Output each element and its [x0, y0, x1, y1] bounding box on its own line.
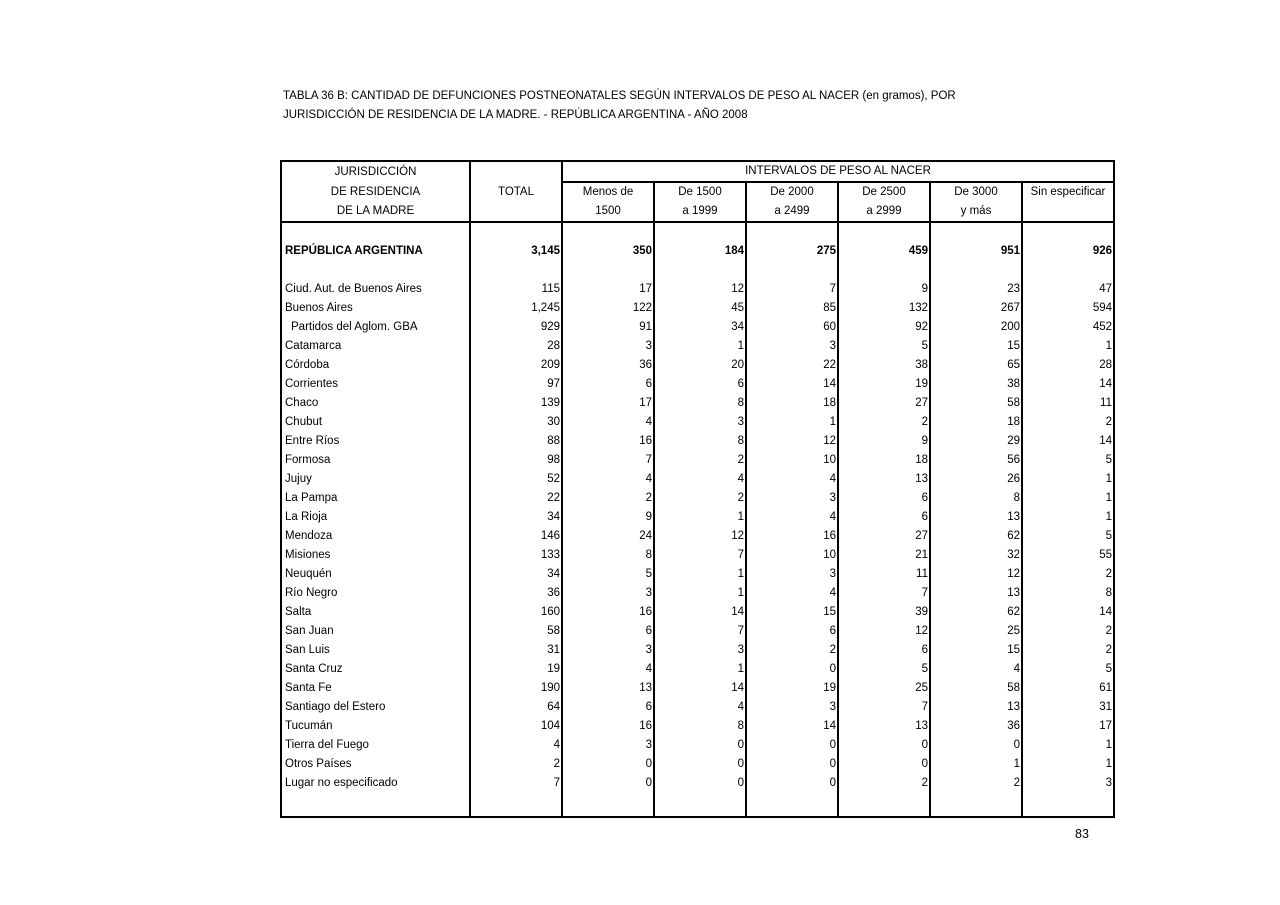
- summary-col-3: 275: [746, 242, 838, 261]
- cell-de-2000: 16: [746, 527, 838, 546]
- summary-row: [281, 242, 1114, 261]
- cell-de-2000: 14: [746, 375, 838, 394]
- cell-de-3000: 58: [930, 394, 1022, 413]
- cell-de-3000: 36: [930, 717, 1022, 736]
- cell-de-1500: 34: [654, 318, 746, 337]
- cell-de-2000: 10: [746, 451, 838, 470]
- cell-de-3000: 15: [930, 641, 1022, 660]
- cell-jurisdiccion: Catamarca: [281, 337, 470, 356]
- cell-de-2500: 6: [838, 508, 930, 527]
- table-row: [281, 660, 1114, 679]
- header-col-5-sub: y más: [930, 202, 1022, 222]
- cell-de-3000: 13: [930, 584, 1022, 603]
- cell-de-1500: 4: [654, 470, 746, 489]
- header-jurisdiccion: JURISDICCIÓN: [281, 161, 470, 182]
- cell-de-2000: 3: [746, 565, 838, 584]
- summary-col-6: 926: [1092, 245, 1112, 257]
- cell-de-2000: 1: [746, 413, 838, 432]
- cell-de-1500: 3: [654, 413, 746, 432]
- table-row: [281, 603, 1114, 622]
- cell-de-3000: 2: [930, 774, 1022, 793]
- cell-de-2000: 0: [746, 660, 838, 679]
- table-row: [281, 318, 1114, 337]
- cell-de-1500: 14: [654, 679, 746, 698]
- cell-de-1500: 2: [654, 489, 746, 508]
- cell-total: 190: [470, 679, 562, 698]
- cell-menos-1500: 91: [562, 318, 654, 337]
- header-col-1-sub: 1500: [562, 202, 654, 222]
- cell-menos-1500: 0: [562, 774, 654, 793]
- table-row: [281, 736, 1114, 755]
- cell-de-2500: 9: [838, 432, 930, 451]
- cell-sin-especificar: 14: [1099, 606, 1112, 618]
- cell-de-1500: 8: [654, 394, 746, 413]
- table-row: [281, 641, 1114, 660]
- cell-sin-especificar: 1: [1105, 473, 1112, 485]
- cell-menos-1500: 16: [562, 717, 654, 736]
- cell-de-2000: 4: [746, 508, 838, 527]
- cell-de-3000: 267: [930, 299, 1022, 318]
- cell-de-1500: 20: [654, 356, 746, 375]
- table-row: [281, 717, 1114, 736]
- table-row: [281, 755, 1114, 774]
- cell-sin-especificar: 5: [1105, 663, 1112, 675]
- cell-jurisdiccion: Santa Cruz: [281, 660, 470, 679]
- cell-de-3000: 26: [930, 470, 1022, 489]
- cell-de-2500: 0: [838, 736, 930, 755]
- title-line-1: TABLA 36 B: CANTIDAD DE DEFUNCIONES POSTNEONATALES SEGÚN INTERVALOS DE PESO AL NACER (en gramos), POR: [283, 90, 956, 102]
- cell-de-1500: 12: [654, 527, 746, 546]
- cell-jurisdiccion: Otros Países: [281, 755, 470, 774]
- cell-menos-1500: 4: [562, 470, 654, 489]
- cell-de-1500: 7: [654, 622, 746, 641]
- cell-jurisdiccion: La Rioja: [281, 508, 470, 527]
- cell-de-2500: 19: [838, 375, 930, 394]
- cell-de-2000: 0: [746, 755, 838, 774]
- cell-de-2000: 60: [746, 318, 838, 337]
- cell-de-2000: 85: [746, 299, 838, 318]
- cell-menos-1500: 2: [562, 489, 654, 508]
- cell-total: 52: [470, 470, 562, 489]
- cell-de-2500: 2: [838, 413, 930, 432]
- cell-total: 88: [470, 432, 562, 451]
- cell-de-3000: 13: [930, 508, 1022, 527]
- table-row: [281, 622, 1114, 641]
- cell-jurisdiccion: Santiago del Estero: [281, 698, 470, 717]
- header-col-3-sub: a 2499: [746, 202, 838, 222]
- cell-total: 104: [470, 717, 562, 736]
- cell-total: 146: [470, 527, 562, 546]
- cell-de-2500: 27: [838, 394, 930, 413]
- cell-menos-1500: 5: [562, 565, 654, 584]
- page-number: 83: [1075, 827, 1089, 841]
- cell-jurisdiccion: Salta: [281, 603, 470, 622]
- cell-sin-especificar: 594: [1092, 302, 1112, 314]
- cell-jurisdiccion: Partidos del Aglom. GBA: [281, 318, 470, 337]
- cell-de-3000: 38: [930, 375, 1022, 394]
- cell-total: 28: [470, 337, 562, 356]
- header-col-5: De 3000: [930, 182, 1022, 202]
- cell-de-3000: 18: [930, 413, 1022, 432]
- cell-total: 4: [470, 736, 562, 755]
- table-row: [281, 584, 1114, 603]
- cell-de-1500: 8: [654, 432, 746, 451]
- cell-de-2500: 38: [838, 356, 930, 375]
- table-row: [281, 356, 1114, 375]
- cell-de-3000: 15: [930, 337, 1022, 356]
- cell-total: 160: [470, 603, 562, 622]
- cell-jurisdiccion: Entre Ríos: [281, 432, 470, 451]
- cell-menos-1500: 6: [562, 698, 654, 717]
- table-row: [281, 299, 1114, 318]
- cell-de-1500: 4: [654, 698, 746, 717]
- table-row: [281, 698, 1114, 717]
- cell-de-3000: 32: [930, 546, 1022, 565]
- cell-jurisdiccion: Neuquén: [281, 565, 470, 584]
- cell-de-2000: 14: [746, 717, 838, 736]
- cell-total: 34: [470, 508, 562, 527]
- cell-sin-especificar: 14: [1099, 435, 1112, 447]
- cell-jurisdiccion: Misiones: [281, 546, 470, 565]
- header-intervalos: INTERVALOS DE PESO AL NACER: [562, 161, 1114, 182]
- cell-jurisdiccion: Lugar no especificado: [281, 774, 470, 793]
- cell-sin-especificar: 5: [1105, 530, 1112, 542]
- cell-sin-especificar: 31: [1099, 701, 1112, 713]
- cell-sin-especificar: 2: [1105, 625, 1112, 637]
- cell-de-3000: 25: [930, 622, 1022, 641]
- table-row: [281, 774, 1114, 793]
- header-col-4: De 2500: [838, 182, 930, 202]
- table-row: [281, 489, 1114, 508]
- cell-jurisdiccion: Tierra del Fuego: [281, 736, 470, 755]
- cell-sin-especificar: 11: [1100, 397, 1112, 409]
- header-total: TOTAL: [470, 182, 562, 202]
- cell-de-1500: 0: [654, 774, 746, 793]
- cell-de-2000: 10: [746, 546, 838, 565]
- cell-sin-especificar: 2: [1105, 416, 1112, 428]
- cell-de-2000: 18: [746, 394, 838, 413]
- cell-jurisdiccion: Buenos Aires: [281, 299, 470, 318]
- cell-sin-especificar: 2: [1105, 644, 1112, 656]
- cell-sin-especificar: 14: [1099, 378, 1112, 390]
- cell-menos-1500: 4: [562, 413, 654, 432]
- cell-jurisdiccion: Chaco: [281, 394, 470, 413]
- cell-de-2500: 13: [838, 717, 930, 736]
- cell-menos-1500: 9: [562, 508, 654, 527]
- cell-sin-especificar: 1: [1105, 340, 1112, 352]
- cell-de-3000: 62: [930, 527, 1022, 546]
- cell-de-1500: 0: [654, 755, 746, 774]
- cell-total: 97: [470, 375, 562, 394]
- cell-de-2000: 0: [746, 736, 838, 755]
- cell-de-1500: 2: [654, 451, 746, 470]
- cell-de-3000: 62: [930, 603, 1022, 622]
- cell-de-2000: 0: [746, 774, 838, 793]
- cell-de-2000: 12: [746, 432, 838, 451]
- cell-de-2000: 15: [746, 603, 838, 622]
- cell-de-1500: 1: [654, 508, 746, 527]
- cell-menos-1500: 6: [562, 375, 654, 394]
- cell-jurisdiccion: Corrientes: [281, 375, 470, 394]
- header-de-la-madre: DE LA MADRE: [281, 202, 470, 222]
- cell-total: 929: [470, 318, 562, 337]
- cell-de-2000: 22: [746, 356, 838, 375]
- cell-de-2500: 92: [838, 318, 930, 337]
- cell-de-2500: 9: [838, 280, 930, 299]
- cell-menos-1500: 16: [562, 603, 654, 622]
- cell-de-2500: 6: [838, 641, 930, 660]
- cell-de-1500: 12: [654, 280, 746, 299]
- table-row: [281, 527, 1114, 546]
- summary-col-4: 459: [838, 242, 930, 261]
- cell-de-2500: 11: [838, 565, 930, 584]
- cell-sin-especificar: 17: [1099, 720, 1112, 732]
- cell-jurisdiccion: Río Negro: [281, 584, 470, 603]
- cell-sin-especificar: 1: [1105, 492, 1112, 504]
- cell-de-2000: 7: [746, 280, 838, 299]
- cell-de-1500: 8: [654, 717, 746, 736]
- summary-col-1: 350: [562, 242, 654, 261]
- summary-col-5: 951: [930, 242, 1022, 261]
- cell-total: 115: [470, 280, 562, 299]
- summary-col-2: 184: [654, 242, 746, 261]
- cell-de-2500: 7: [838, 584, 930, 603]
- cell-total: 34: [470, 565, 562, 584]
- cell-de-2000: 4: [746, 584, 838, 603]
- header-col-6: Sin especificar: [1030, 186, 1106, 198]
- cell-de-3000: 12: [930, 565, 1022, 584]
- cell-de-2500: 25: [838, 679, 930, 698]
- header-col-3: De 2000: [746, 182, 838, 202]
- cell-de-2500: 27: [838, 527, 930, 546]
- cell-sin-especificar: 2: [1105, 568, 1112, 580]
- cell-menos-1500: 13: [562, 679, 654, 698]
- table-row: [281, 280, 1114, 299]
- cell-de-2500: 39: [838, 603, 930, 622]
- cell-de-3000: 65: [930, 356, 1022, 375]
- cell-menos-1500: 3: [562, 736, 654, 755]
- cell-de-3000: 0: [930, 736, 1022, 755]
- cell-jurisdiccion: Chubut: [281, 413, 470, 432]
- cell-jurisdiccion: La Pampa: [281, 489, 470, 508]
- cell-total: 1,245: [470, 299, 562, 318]
- cell-sin-especificar: 61: [1099, 682, 1112, 694]
- cell-de-3000: 1: [930, 755, 1022, 774]
- cell-de-2500: 12: [838, 622, 930, 641]
- table-row: [281, 432, 1114, 451]
- cell-de-1500: 14: [654, 603, 746, 622]
- cell-de-3000: 56: [930, 451, 1022, 470]
- cell-total: 31: [470, 641, 562, 660]
- cell-total: 7: [470, 774, 562, 793]
- cell-total: 58: [470, 622, 562, 641]
- cell-menos-1500: 6: [562, 622, 654, 641]
- header-col-2: De 1500: [654, 182, 746, 202]
- cell-de-2000: 3: [746, 337, 838, 356]
- cell-sin-especificar: 8: [1105, 587, 1112, 599]
- cell-de-2000: 3: [746, 489, 838, 508]
- cell-de-3000: 58: [930, 679, 1022, 698]
- cell-menos-1500: 0: [562, 755, 654, 774]
- cell-menos-1500: 4: [562, 660, 654, 679]
- cell-sin-especificar: 55: [1099, 549, 1112, 561]
- cell-sin-especificar: 1: [1105, 758, 1112, 770]
- cell-jurisdiccion: Córdoba: [281, 356, 470, 375]
- cell-jurisdiccion: Formosa: [281, 451, 470, 470]
- cell-total: 2: [470, 755, 562, 774]
- cell-sin-especificar: 452: [1092, 321, 1112, 333]
- cell-de-3000: 4: [930, 660, 1022, 679]
- cell-sin-especificar: 3: [1105, 777, 1112, 789]
- spacer-row: [281, 793, 1114, 817]
- cell-total: 209: [470, 356, 562, 375]
- spacer-row: [281, 261, 1114, 280]
- cell-de-1500: 45: [654, 299, 746, 318]
- cell-menos-1500: 24: [562, 527, 654, 546]
- table-row: [281, 508, 1114, 527]
- cell-de-1500: 1: [654, 565, 746, 584]
- cell-sin-especificar: 5: [1105, 454, 1112, 466]
- table-row: [281, 546, 1114, 565]
- cell-de-3000: 200: [930, 318, 1022, 337]
- cell-menos-1500: 8: [562, 546, 654, 565]
- cell-sin-especificar: 1: [1105, 511, 1112, 523]
- cell-total: 19: [470, 660, 562, 679]
- table-row: [281, 337, 1114, 356]
- cell-de-2000: 19: [746, 679, 838, 698]
- cell-total: 98: [470, 451, 562, 470]
- cell-de-2500: 0: [838, 755, 930, 774]
- cell-de-3000: 13: [930, 698, 1022, 717]
- cell-de-3000: 23: [930, 280, 1022, 299]
- table-row: [281, 394, 1114, 413]
- cell-total: 30: [470, 413, 562, 432]
- cell-de-1500: 6: [654, 375, 746, 394]
- cell-menos-1500: 17: [562, 394, 654, 413]
- cell-sin-especificar: 1: [1105, 739, 1112, 751]
- cell-de-2500: 13: [838, 470, 930, 489]
- summary-total: 3,145: [470, 242, 562, 261]
- cell-menos-1500: 3: [562, 641, 654, 660]
- header-col-2-sub: a 1999: [654, 202, 746, 222]
- summary-label: REPÚBLICA ARGENTINA: [281, 242, 470, 261]
- table-title: [283, 87, 1063, 125]
- cell-de-1500: 1: [654, 584, 746, 603]
- cell-sin-especificar: 28: [1099, 359, 1112, 371]
- cell-de-2000: 6: [746, 622, 838, 641]
- cell-de-2000: 2: [746, 641, 838, 660]
- cell-total: 64: [470, 698, 562, 717]
- cell-total: 133: [470, 546, 562, 565]
- cell-de-3000: 8: [930, 489, 1022, 508]
- table-row: [281, 679, 1114, 698]
- cell-menos-1500: 3: [562, 337, 654, 356]
- cell-de-2500: 6: [838, 489, 930, 508]
- cell-de-2500: 7: [838, 698, 930, 717]
- cell-menos-1500: 36: [562, 356, 654, 375]
- cell-jurisdiccion: San Luis: [281, 641, 470, 660]
- cell-menos-1500: 122: [562, 299, 654, 318]
- table-row: [281, 451, 1114, 470]
- cell-jurisdiccion: Santa Fe: [281, 679, 470, 698]
- cell-de-2500: 2: [838, 774, 930, 793]
- header-row-2: [281, 182, 1114, 202]
- cell-jurisdiccion: Jujuy: [281, 470, 470, 489]
- cell-total: 139: [470, 394, 562, 413]
- cell-jurisdiccion: Ciud. Aut. de Buenos Aires: [281, 280, 470, 299]
- title-line-2: JURISDICCIÓN DE RESIDENCIA DE LA MADRE. - REPÚBLICA ARGENTINA - AÑO 2008: [283, 109, 748, 121]
- cell-de-2500: 132: [838, 299, 930, 318]
- cell-de-2500: 5: [838, 660, 930, 679]
- cell-de-1500: 1: [654, 337, 746, 356]
- cell-jurisdiccion: Tucumán: [281, 717, 470, 736]
- cell-de-2000: 4: [746, 470, 838, 489]
- cell-jurisdiccion: Mendoza: [281, 527, 470, 546]
- header-col-4-sub: a 2999: [838, 202, 930, 222]
- header-row-3: [281, 202, 1114, 222]
- cell-menos-1500: 17: [562, 280, 654, 299]
- cell-jurisdiccion: San Juan: [281, 622, 470, 641]
- table-row: [281, 470, 1114, 489]
- cell-menos-1500: 16: [562, 432, 654, 451]
- cell-de-1500: 3: [654, 641, 746, 660]
- cell-de-2500: 18: [838, 451, 930, 470]
- header-row-1: [281, 161, 1114, 182]
- cell-de-1500: 0: [654, 736, 746, 755]
- header-col-1: Menos de: [562, 182, 654, 202]
- header-de-residencia: DE RESIDENCIA: [281, 182, 470, 202]
- table-row: [281, 565, 1114, 584]
- cell-menos-1500: 3: [562, 584, 654, 603]
- spacer-row: [281, 222, 1114, 242]
- cell-de-2500: 21: [838, 546, 930, 565]
- cell-de-2500: 5: [838, 337, 930, 356]
- table-row: [281, 375, 1114, 394]
- cell-total: 22: [470, 489, 562, 508]
- cell-menos-1500: 7: [562, 451, 654, 470]
- cell-de-3000: 29: [930, 432, 1022, 451]
- cell-de-1500: 7: [654, 546, 746, 565]
- cell-de-2000: 3: [746, 698, 838, 717]
- cell-total: 36: [470, 584, 562, 603]
- table-row: [281, 413, 1114, 432]
- data-table: [280, 160, 1115, 818]
- cell-de-1500: 1: [654, 660, 746, 679]
- cell-sin-especificar: 47: [1099, 283, 1112, 295]
